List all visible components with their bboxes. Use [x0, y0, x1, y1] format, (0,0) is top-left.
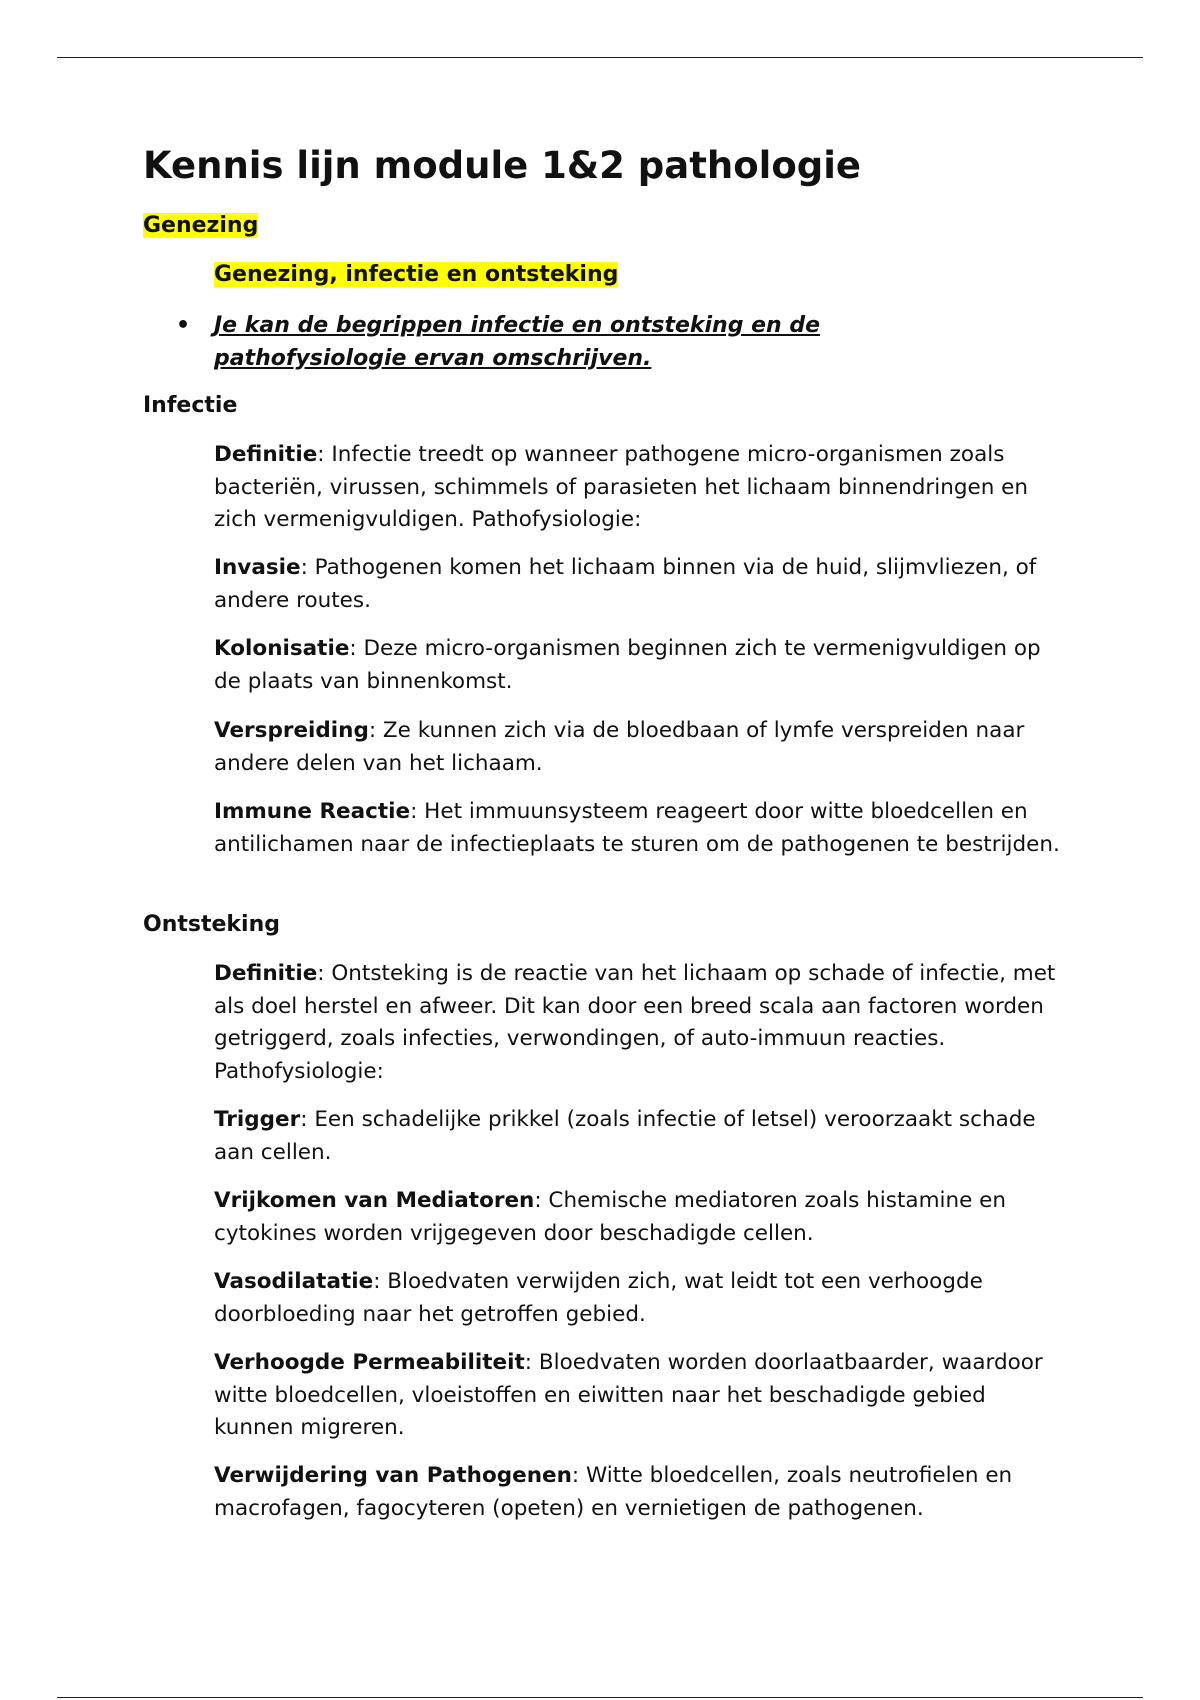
infectie-verspreiding [214, 715, 1064, 780]
ontsteking-permeabiliteit [214, 1347, 1064, 1445]
description: : Chemische mediatoren zoals histamine en cytokines worden vrijgegeven door beschadigde cellen. [214, 1188, 1007, 1246]
term: Trigger [214, 1107, 301, 1132]
description: : Pathogenen komen het lichaam binnen via de huid, slijmvliezen, of andere routes. [214, 555, 1037, 613]
infectie-kolonisatie [214, 633, 1064, 698]
term: Verwijdering van Pathogenen [214, 1463, 572, 1488]
ontsteking-mediatoren [214, 1185, 1064, 1250]
infectie-immune-reactie [214, 796, 1064, 861]
section-label-genezing [143, 211, 258, 241]
page-top-rule [57, 57, 1143, 58]
description: : Het immuunsysteem reageert door witte bloedcellen en antilichamen naar de infectieplaats te sturen om de pathogenen te bestrijden. [214, 799, 1060, 857]
infectie-invasie [214, 552, 1064, 617]
description: : Infectie treedt op wanneer pathogene micro-organismen zoals bacteriën, virussen, schimmels of parasieten het lichaam binnendringen en zich vermenigvuldigen. Pathofysiologie: [214, 442, 1029, 532]
learning-objective-text: Je kan de begrippen infectie en ontsteking en de pathofysiologie ervan omschrijven. [214, 313, 821, 371]
description: : Ontsteking is de reactie van het lichaam op schade of infectie, met als doel herstel en afweer. Dit kan door een breed scala aan factoren worden getriggerd, zoals infecties, verwondingen, of auto-immuun reacties. Pathofysiologie: [214, 961, 1056, 1084]
heading-ontsteking: Ontsteking [143, 912, 280, 937]
heading-infectie: Infectie [143, 393, 238, 418]
term: Vasodilatatie [214, 1269, 374, 1294]
description: : Bloedvaten verwijden zich, wat leidt tot een verhoogde doorbloeding naar het getroffen gebied. [214, 1269, 983, 1327]
term: Invasie [214, 555, 301, 580]
term: Kolonisatie [214, 636, 350, 661]
description: : Witte bloedcellen, zoals neutrofielen en macrofagen, fagocyteren (opeten) en vernietigen de pathogenen. [214, 1463, 1013, 1521]
term: Vrijkomen van Mediatoren [214, 1188, 535, 1213]
bullet-icon: • [176, 313, 191, 338]
term: Verhoogde Permeabiliteit [214, 1350, 525, 1375]
term: Definitie [214, 961, 318, 986]
term: Definitie [214, 442, 318, 467]
infectie-definitie [214, 439, 1064, 537]
term: Immune Reactie [214, 799, 411, 824]
ontsteking-vasodilatatie [214, 1266, 1064, 1331]
ontsteking-definitie [214, 958, 1064, 1088]
description: : Bloedvaten worden doorlaatbaarder, waardoor witte bloedcellen, vloeistoffen en eiwitten naar het beschadigde gebied kunnen migreren. [214, 1350, 1043, 1440]
learning-objective [176, 309, 936, 375]
description: : Een schadelijke prikkel (zoals infectie of letsel) veroorzaakt schade aan cellen. [214, 1107, 1036, 1165]
term: Verspreiding [214, 718, 369, 743]
subsection-label [214, 260, 618, 290]
page-bottom-rule [57, 1697, 1143, 1698]
ontsteking-verwijdering [214, 1460, 1064, 1525]
section-label-text: Genezing [143, 213, 259, 238]
subsection-label-text: Genezing, infectie en ontsteking [214, 262, 619, 287]
page-title: Kennis lijn module 1&2 pathologie [143, 144, 862, 187]
description: : Deze micro-organismen beginnen zich te vermenigvuldigen op de plaats van binnenkomst. [214, 636, 1041, 694]
description: : Ze kunnen zich via de bloedbaan of lymfe verspreiden naar andere delen van het lichaam. [214, 718, 1025, 776]
ontsteking-trigger [214, 1104, 1064, 1169]
